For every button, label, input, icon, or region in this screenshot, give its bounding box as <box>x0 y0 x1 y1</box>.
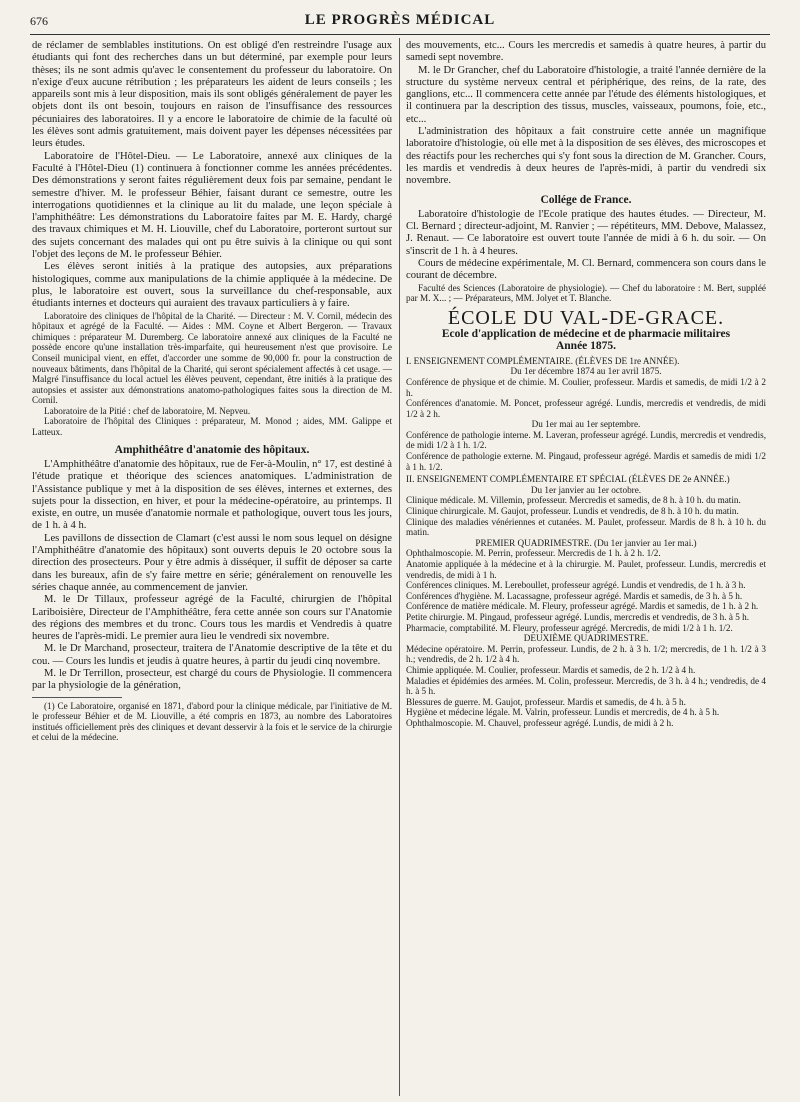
trimester-title: DEUXIÈME QUADRIMESTRE. <box>523 633 649 644</box>
paragraph: des mouvements, etc... Cours les mercredis et samedis à quatre heures, à partir du samedi sept novembre. <box>406 40 766 64</box>
course-entry: Blessures de guerre. M. Gaujot, professeur. Mardis et samedis, de 4 h. à 5 h. <box>406 696 686 707</box>
course-entry: Pharmacie, comptabilité. M. Fleury, professeur agrégé. Mercredis, de midi 1/2 à 1 h. 1/2. <box>406 622 733 633</box>
paragraph: L'administration des hôpitaux a fait construire cette année un magnifique laboratoire d'histologie, où elle met à la disposition de ses élèves, des microscopes et des réactifs pour les recherches qui s'y font sous la direction de M. Grancher. Cours, les mardis et vendredis à deux heures de l'après-midi, à partir du vendredi six novembre. <box>406 126 766 187</box>
course-entry: Conférences d'hygiène. M. Lacassagne, professeur agrégé. Mardis et samedis, de 3 h. à 5 h. <box>406 590 743 601</box>
course-entry: Chimie appliquée. M. Coulier, professeur. Mardis et samedis, de 2 h. 1/2 à 4 h. <box>406 664 696 675</box>
paragraph-charite: Laboratoire des cliniques de l'hôpital de la Charité. — Directeur : M. V. Cornil, médecin des hôpitaux et agrégé de la Faculté. — Aides : MM. Coyne et Albert Bergeron. — Travaux chimiques : préparateur M. Duremberg. Ce laboratoire annexé aux cliniques de la Faculté ne possède encore qu'une installation très-imparfaite, qui heureusement n'est que provisoire. Le Conseil municipal vient, en effet, d'accorder une somme de 90,000 fr. pour la construction de nouveaux bâtiments, dans l'hôpital de la Charité, qui seront spécialement affectés à cet usage. — Malgré l'insuffisance du local actuel les élèves peuvent, cependant, être initiés à la pratique des autopsies et assister aux démonstrations anatomo-pathologiques faites sous la direction de M. Cornil. <box>32 310 392 406</box>
trimester-title: PREMIER QUADRIMESTRE. (Du 1er janvier au 1er mai.) <box>475 537 697 548</box>
course-entry: Ophthalmoscopie. M. Chauvel, professeur agrégé. Lundis, de midi à 2 h. <box>406 717 674 728</box>
section-title: I. ENSEIGNEMENT COMPLÉMENTAIRE. (ÉLÈVES DE 1re ANNÉE). <box>406 355 680 366</box>
paragraph: M. le Dr Tillaux, professeur agrégé de la Faculté, chirurgien de l'hôpital Lariboisière, Directeur de l'Amphithéâtre, fera cette année son cours sur l'Anatomie des régions des membres et du tronc. Cours tous les mardis et Vendredis à quatre heures de l'après-midi. Le premier aura lieu le vendredi six novembre. <box>32 594 392 643</box>
course-entry: Clinique chirurgicale. M. Gaujot, professeur. Lundis et vendredis, de 8 h. à 10 h. du matin. <box>406 506 739 517</box>
section-heading-college: Collége de France. <box>540 193 632 206</box>
paragraph: Laboratoire d'histologie de l'Ecole pratique des hautes études. — Directeur, M. Cl. Bernard ; directeur-adjoint, M. Ranvier ; — répétiteurs, MM. Debove, Malassez, J. Renaut. — Ce laboratoire est ouvert toute l'année de midi à 6 h. du soir. — On s'inscrit de 1 h. à 4 heures. <box>406 208 766 257</box>
paragraph-pitie: Laboratoire de la Pitié : chef de laboratoire, M. Nepveu. <box>44 405 251 416</box>
paragraph-hotel-dieu: Laboratoire de l'Hôtel-Dieu. — Le Laboratoire, annexé aux cliniques de la Faculté à l'Hôtel-Dieu (1) continuera à fonctionner comme les années précédentes. Des démonstrations y seront faites régulièrement deux fois par semaine, pendant le semestre d'hiver. M. le professeur Béhier, faisant durant ce semestre, outre les interrogations quotidiennes et la clinique au lit du malade, une leçon spéciale à l'amphithéâtre: Les démonstrations du Laboratoire faites par M. E. Hardy, chargé des travaux chimiques et M. H. Liouville, chef du Laboratoire, porteront surtout sur des sujets concernant des malades qui ont pu être suivis à la clinique ou qui sont l'objet des leçons de M. le professeur Béhier. <box>32 150 392 261</box>
course-entry: Anatomie appliquée à la médecine et à la chirurgie. M. Paulet, professeur. Lundis, mercredis et vendredis, de midi à 1 h. <box>406 559 766 580</box>
paragraph-cliniques: Laboratoire de l'hôpital des Cliniques : préparateur, M. Monod ; aides, MM. Galippe et Latteux. <box>32 416 392 438</box>
course-entry: Petite chirurgie. M. Pingaud, professeur agrégé. Lundis, mercredis et vendredis, de 3 h. à 5 h. <box>406 611 749 622</box>
section-heading-amphitheatre: Amphithéâtre d'anatomie des hôpitaux. <box>114 443 310 456</box>
paragraph-faculte-sciences: Faculté des Sciences (Laboratoire de physiologie). — Chef du laboratoire : M. Bert, suppléé par M. X... ; — Préparateurs, MM. Jolyet et T. Blanche. <box>406 282 766 304</box>
date-range: Du 1er janvier au 1er octobre. <box>530 484 642 495</box>
paragraph: Cours de médecine expérimentale, M. Cl. Bernard, commencera son cours dans le courant de décembre. <box>406 258 767 282</box>
footnote-divider <box>32 697 122 698</box>
course-entry: Clinique médicale. M. Villemin, professeur. Mercredis et samedis, de 8 h. à 10 h. du matin. <box>406 495 741 506</box>
subheading: Ecole d'application de médecine et de pharmacie militaires <box>441 328 731 341</box>
paragraph: M. le Dr Marchand, prosecteur, traitera de l'Anatomie descriptive de la tête et du cou. — Cours les lundis et jeudis à quatre heures, à partir du jeudi cinq novembre. <box>32 643 392 667</box>
journal-title: LE PROGRÈS MÉDICAL <box>304 12 496 28</box>
course-entry: Conférence de matière médicale. M. Fleury, professeur agrégé. Mardis et samedis, de 1 h. à 2 h. <box>406 601 759 612</box>
paragraph: M. le Dr Terrillon, prosecteur, est chargé du cours de Physiologie. Il commencera par la physiologie de la génération, <box>32 668 392 692</box>
date-range: Du 1er décembre 1874 au 1er avril 1875. <box>510 366 662 377</box>
footnote: (1) Ce Laboratoire, organisé en 1871, d'abord pour la clinique médicale, par l'initiative de M. le professeur Béhier et de M. Liouville, a été compris en 1873, au nombre des Laboratoires institués officiellement près des cliniques et devant desservir à la fois et le service de la chirurgie et celui de la médecine. <box>32 700 392 743</box>
course-entry: Conférence de pathologie interne. M. Laveran, professeur agrégé. Lundis, mercredis et vendredis, de midi 1/2 à 1 h. 1/2. <box>406 429 766 451</box>
course-entry: Conférences d'anatomie. M. Poncet, professeur agrégé. Lundis, mercredis et vendredis, de midi 1/2 à 2 h. <box>406 398 766 419</box>
section-heading-ecole: ÉCOLE DU VAL-DE-GRACE. <box>447 306 725 329</box>
paragraph: M. le Dr Grancher, chef du Laboratoire d'histologie, a traité l'année dernière de la structure du système nerveux central et périphérique, des reins, de la rate, des ganglions, etc... Il commencera cette année par l'étude des éléments histologiques, et il continuera par la description des tissus, muscles, vaisseaux, poumons, foie, etc., etc... <box>406 64 766 125</box>
course-entry: Ophthalmoscopie. M. Perrin, professeur. Mercredis de 1 h. à 2 h. 1/2. <box>406 548 661 559</box>
course-entry: Médecine opératoire. M. Perrin, professeur. Lundis, de 2 h. à 3 h. 1/2; mercredis, de 1 h. 1/2 à 3 h.; vendredis, de 2 h. 1/2 à 4 h. <box>406 643 766 665</box>
column-divider <box>399 38 400 1096</box>
paragraph: de réclamer de semblables institutions. On est obligé d'en restreindre l'usage aux étudiants qui font des recherches dans un but déterminé, par exemple pour leurs thèses; ils ne sont admis qu'avec le consentement du professeur du laboratoire. On n'exige d'eux aucune rétribution ; les préparateurs les aident de leurs conseils ; les appareils sont mis à leur disposition, mais ils sont obligés généralement de payer les objets dont ils ont besoin, toujours en raison de l'insuffisance des ressources pécuniaires des laboratoires. Il y a encore le laboratoire de chimie de la faculté où les élèves sont admis gratuitement, mais doivent payer les dépenses nécessitées par leurs études. <box>32 40 392 150</box>
course-entry: Hygiène et médecine légale. M. Valrin, professeur. Lundis et mercredis, de 4 h. à 5 h. <box>406 707 720 718</box>
paragraph: Les pavillons de dissection de Clamart (c'est aussi le nom sous lequel on désigne l'Amphithéâtre d'anatomie des hôpitaux) sont ouverts depuis le 20 octobre sous la direction des prosecteurs. Pour y être admis à disséquer, il suffit de déposer sa carte dans les bureaux, afin de s'y faire mettre en série; généralement on renouvelle les séries chaque année, au commencement de janvier. <box>32 532 392 593</box>
course-entry: Conférence de pathologie externe. M. Pingaud, professeur agrégé. Mardis et samedis de midi 1/2 à 1 h. 1/2. <box>406 451 766 472</box>
date-range: Du 1er mai au 1er septembre. <box>531 419 641 430</box>
course-entry: Maladies et épidémies des armées. M. Colin, professeur. Mercredis, de 3 h. à 4 h.; vendredis, de 4 h. à 5 h. <box>406 675 766 697</box>
subheading-year: Année 1875. <box>555 340 617 353</box>
paragraph: Les élèves seront initiés à la pratique des autopsies, aux préparations histologiques, comme aux manipulations de la chimie appliquée à la médecine. De plus, le laboratoire est ouvert, sous la surveillance du chef-responsable, aux étudiants internes et docteurs qui auraient des travaux particuliers à y faire. <box>32 261 392 310</box>
course-entry: Conférence de physique et de chimie. M. Coulier, professeur. Mardis et samedis, de midi 1/2 à 2 h. <box>406 376 766 398</box>
page-number: 676 <box>30 14 48 28</box>
right-column <box>406 40 766 729</box>
page-header <box>30 8 770 35</box>
paragraph: L'Amphithéâtre d'anatomie des hôpitaux, rue de Fer-à-Moulin, n° 17, est destiné à l'étude pratique et théorique des sciences anatomiques. L'administration de l'Assistance publique y met à la disposition de ses élèves, internes et externes, des sujets pour la dissection, en hiver, et pour la médecine-opératoire, au printemps. Il existe, en outre, un musée d'anatomie normale et pathologique, ouvert tous les jours, de 1 h. à 4 h. <box>32 458 392 532</box>
left-column <box>32 40 392 743</box>
course-entry: Conférences cliniques. M. Lereboullet, professeur agrégé. Lundis et vendredis, de 1 h. à 3 h. <box>406 580 746 591</box>
course-entry: Clinique des maladies vénériennes et cutanées. M. Paulet, professeur. Mardis de 8 h. à 10 h. du matin. <box>406 516 766 538</box>
section-title: II. ENSEIGNEMENT COMPLÉMENTAIRE ET SPÉCIAL (ÉLÈVES DE 2e ANNÉE.) <box>406 474 730 485</box>
